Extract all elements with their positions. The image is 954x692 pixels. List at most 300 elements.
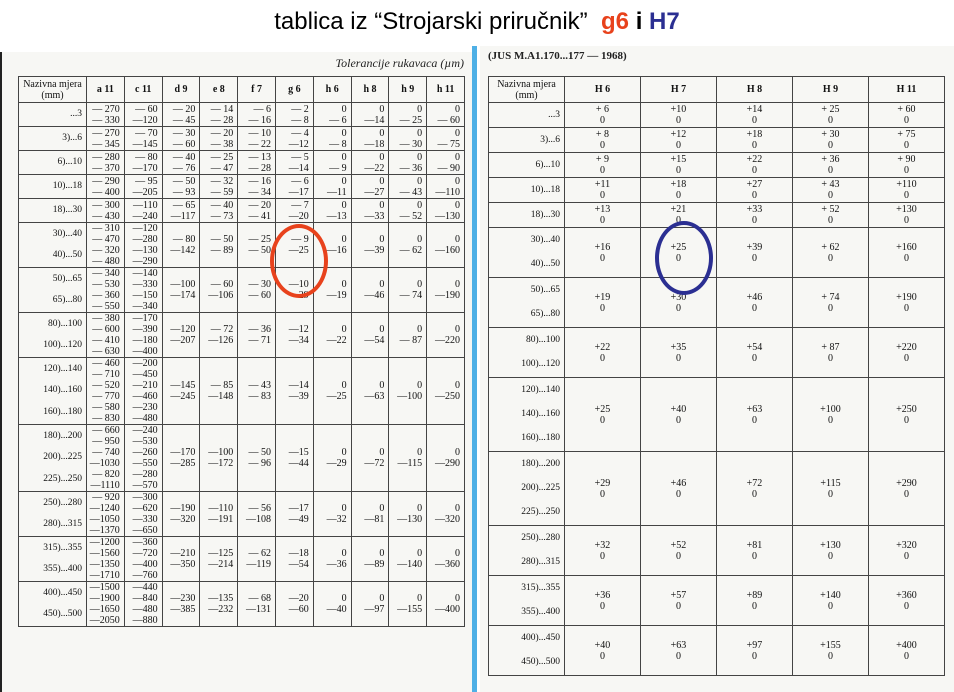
- tolerance-value: — 65: [172, 199, 196, 211]
- tolerance-value: — 32: [210, 175, 234, 187]
- tolerance-cell: [351, 425, 389, 492]
- tolerance-value: 0: [752, 550, 757, 562]
- tolerance-cell: [162, 223, 200, 268]
- tolerance-cell: [87, 313, 125, 358]
- tolerance-value: — 9: [291, 234, 309, 245]
- tolerance-value: —400: [434, 604, 460, 615]
- tolerance-cell: [200, 537, 238, 582]
- nominal-size-label: 140)...160: [43, 385, 82, 396]
- tolerance-cell: [869, 128, 945, 153]
- tolerance-cell: [793, 128, 869, 153]
- tolerance-value: 0: [600, 488, 605, 500]
- tolerance-cell: [389, 582, 427, 627]
- tolerance-cell: [641, 228, 717, 278]
- tolerance-cell: [200, 199, 238, 223]
- nominal-size-label: 160)...180: [43, 407, 82, 418]
- tolerance-value: —1030: [89, 458, 120, 469]
- tolerance-cell: [427, 268, 465, 313]
- tolerance-value: —214: [208, 559, 234, 570]
- tolerance-cell: [641, 153, 717, 178]
- tolerance-value: — 60: [172, 138, 196, 150]
- tolerance-cell: [717, 103, 793, 128]
- tolerance-value: + 62: [821, 241, 840, 253]
- tolerance-cell: [389, 492, 427, 537]
- tolerance-value: — 93: [172, 186, 196, 198]
- nominal-size-label: 400)...450: [43, 587, 82, 598]
- tolerance-value: —54: [364, 335, 385, 346]
- panel-divider: [472, 46, 477, 692]
- nominal-size-cell: [489, 128, 565, 153]
- tolerance-cell: [124, 358, 162, 425]
- tolerance-value: +130: [820, 539, 841, 551]
- tolerance-value: —1350: [89, 559, 120, 570]
- tolerance-cell: [641, 128, 717, 153]
- tolerance-value: —115: [397, 458, 423, 469]
- tolerance-value: + 90: [897, 154, 916, 165]
- nominal-size-label: 120)...140: [521, 385, 560, 395]
- tolerance-value: + 25: [821, 104, 840, 115]
- tolerance-value: —450: [132, 369, 158, 380]
- tolerance-value: — 89: [210, 245, 234, 256]
- tolerance-value: 0: [341, 380, 347, 391]
- nominal-size-label: 200)...225: [43, 452, 82, 463]
- nominal-size-label: 180)...200: [43, 430, 82, 441]
- tolerance-value: —300: [132, 492, 158, 503]
- tolerance-value: —106: [208, 290, 234, 301]
- tolerance-value: — 300: [92, 199, 120, 211]
- tolerance-cell: [641, 178, 717, 203]
- tolerance-cell: [162, 537, 200, 582]
- tolerance-cell: [200, 425, 238, 492]
- tolerance-cell: [793, 328, 869, 378]
- tolerance-cell: [87, 127, 125, 151]
- tolerance-value: — 25: [399, 114, 423, 126]
- tolerance-value: —480: [132, 413, 158, 424]
- tolerance-cell: [565, 378, 641, 452]
- tolerance-value: 0: [379, 151, 385, 163]
- tolerance-value: 0: [454, 324, 460, 335]
- tolerance-value: —245: [170, 391, 196, 402]
- tolerance-value: 0: [379, 548, 385, 559]
- column-header-h7: H 7: [641, 77, 717, 103]
- tolerance-cell: [124, 151, 162, 175]
- tolerance-value: 0: [600, 190, 605, 201]
- tolerance-cell: [162, 151, 200, 175]
- tolerance-cell: [275, 103, 313, 127]
- tolerance-value: 0: [828, 215, 833, 226]
- table-row: [489, 103, 945, 128]
- tolerance-value: — 8: [329, 138, 347, 150]
- tolerance-value: +18: [670, 179, 687, 190]
- tolerance-value: — 16: [248, 175, 271, 187]
- tolerance-value: —191: [208, 514, 234, 525]
- shaft-tolerance-table: [18, 76, 465, 627]
- tolerance-value: 0: [676, 302, 681, 314]
- table-row: [489, 228, 945, 278]
- tolerance-value: —207: [170, 335, 196, 346]
- tolerance-value: +46: [670, 477, 687, 489]
- tolerance-value: +63: [746, 403, 763, 415]
- tolerance-cell: [869, 452, 945, 526]
- tolerance-value: +25: [670, 241, 687, 253]
- tolerance-value: 0: [676, 215, 681, 226]
- tolerance-value: —110: [208, 503, 234, 514]
- tolerance-cell: [162, 492, 200, 537]
- nominal-size-label: 225)...250: [521, 507, 560, 517]
- column-header-h11: h 11: [427, 77, 465, 103]
- tolerance-value: 0: [752, 215, 757, 226]
- header-row: [19, 77, 465, 103]
- tolerance-cell: [87, 199, 125, 223]
- tolerance-value: 0: [454, 103, 460, 115]
- tolerance-cell: [238, 358, 276, 425]
- table-row: [19, 199, 465, 223]
- tolerance-value: —14: [288, 162, 309, 174]
- tolerance-value: —135: [208, 593, 234, 604]
- table-row: [19, 425, 465, 492]
- column-header-h9: h 9: [389, 77, 427, 103]
- tolerance-cell: [351, 268, 389, 313]
- tolerance-value: +13: [594, 204, 611, 215]
- nominal-size-label: ...3: [70, 109, 82, 119]
- tolerance-value: 0: [600, 650, 605, 662]
- tolerance-value: — 770: [92, 391, 120, 402]
- tolerance-value: 0: [454, 199, 460, 211]
- table-row: [489, 278, 945, 328]
- tolerance-value: — 43: [399, 186, 423, 198]
- nominal-size-label: 400)...450: [521, 633, 560, 643]
- tolerance-cell: [351, 582, 389, 627]
- tolerance-value: — 75: [437, 138, 460, 150]
- title-h7: H7: [649, 8, 680, 35]
- tolerance-value: 0: [676, 352, 681, 364]
- tolerance-value: +155: [820, 639, 841, 651]
- tolerance-value: —63: [364, 391, 385, 402]
- title-prefix: tablica iz “Strojarski priručnik”: [274, 8, 588, 35]
- tolerance-cell: [641, 576, 717, 626]
- tolerance-cell: [238, 268, 276, 313]
- tolerance-value: —100: [208, 447, 234, 458]
- tolerance-value: — 56: [248, 503, 271, 514]
- tolerance-value: —1500: [89, 582, 120, 593]
- tolerance-value: —285: [170, 458, 196, 469]
- tolerance-cell: [565, 626, 641, 676]
- tolerance-cell: [200, 358, 238, 425]
- tolerance-value: +400: [896, 639, 917, 651]
- tolerance-value: 0: [600, 140, 605, 151]
- tolerance-value: — 25: [210, 151, 234, 163]
- tolerance-value: —22: [326, 335, 347, 346]
- tolerance-value: — 83: [248, 391, 271, 402]
- tolerance-value: +35: [670, 341, 687, 353]
- tolerance-cell: [389, 358, 427, 425]
- column-header-h9: H 9: [793, 77, 869, 103]
- tolerance-value: —19: [326, 290, 347, 301]
- tolerance-value: —340: [132, 301, 158, 312]
- nominal-size-cell: [489, 576, 565, 626]
- tolerance-value: —530: [132, 436, 158, 447]
- tolerance-value: —650: [132, 525, 158, 536]
- tolerance-cell: [124, 537, 162, 582]
- tolerance-value: —25: [288, 245, 309, 256]
- tolerance-cell: [389, 151, 427, 175]
- tolerance-cell: [565, 203, 641, 228]
- tolerance-value: 0: [417, 127, 423, 139]
- tolerance-value: —205: [132, 186, 158, 198]
- tolerance-value: —89: [364, 559, 385, 570]
- nominal-size-label: 30)...40: [530, 235, 560, 245]
- tolerance-value: —170: [132, 313, 158, 324]
- nominal-size-cell: [19, 268, 87, 313]
- tolerance-value: 0: [417, 175, 423, 187]
- nominal-size-label: 65)...80: [52, 295, 82, 306]
- tolerance-value: —150: [132, 290, 158, 301]
- tolerance-cell: [238, 175, 276, 199]
- tolerance-value: +320: [896, 539, 917, 551]
- tolerance-value: 0: [417, 548, 423, 559]
- tolerance-value: 0: [676, 650, 681, 662]
- tolerance-value: 0: [828, 140, 833, 151]
- tolerance-cell: [717, 228, 793, 278]
- tolerance-cell: [389, 223, 427, 268]
- tolerance-value: — 410: [92, 335, 120, 346]
- tolerance-value: —12: [288, 324, 309, 335]
- tolerance-cell: [313, 151, 351, 175]
- nominal-size-label: 80)...100: [525, 335, 560, 345]
- tolerance-value: —620: [132, 503, 158, 514]
- tolerance-value: — 920: [92, 492, 120, 503]
- tolerance-cell: [793, 576, 869, 626]
- tolerance-cell: [275, 537, 313, 582]
- tolerance-value: — 36: [248, 324, 271, 335]
- tolerance-cell: [238, 151, 276, 175]
- tolerance-value: +21: [670, 204, 687, 215]
- tolerance-value: 0: [454, 234, 460, 245]
- tolerance-value: — 60: [248, 290, 271, 301]
- tolerance-value: —14: [364, 114, 385, 126]
- column-header-e8: e 8: [200, 77, 238, 103]
- tolerance-value: —174: [170, 290, 196, 301]
- nominal-size-label: 3)...6: [62, 133, 82, 143]
- tolerance-value: 0: [600, 600, 605, 612]
- tolerance-value: —290: [132, 256, 158, 267]
- tolerance-cell: [275, 127, 313, 151]
- table-row: [19, 268, 465, 313]
- tolerance-value: + 30: [821, 129, 840, 140]
- tolerance-value: 0: [904, 165, 909, 176]
- tolerance-value: 0: [454, 548, 460, 559]
- hole-tolerance-panel: [480, 46, 954, 692]
- tolerance-value: — 20: [248, 199, 271, 211]
- tolerance-cell: [869, 576, 945, 626]
- tolerance-value: — 50: [248, 245, 271, 256]
- tolerance-value: — 2: [291, 103, 309, 115]
- tolerance-cell: [275, 492, 313, 537]
- tolerance-value: 0: [417, 380, 423, 391]
- hole-table-caption: (JUS M.A1.170...177 — 1968): [488, 50, 627, 62]
- tolerance-value: —18: [364, 138, 385, 150]
- tolerance-cell: [869, 378, 945, 452]
- table-row: [19, 103, 465, 127]
- tolerance-cell: [162, 358, 200, 425]
- tolerance-value: 0: [676, 550, 681, 562]
- tolerance-value: +360: [896, 589, 917, 601]
- tolerance-cell: [275, 151, 313, 175]
- tolerance-value: 0: [752, 115, 757, 126]
- tolerance-value: +81: [746, 539, 763, 551]
- tolerance-cell: [565, 103, 641, 128]
- tolerance-value: 0: [828, 600, 833, 612]
- tolerance-cell: [87, 175, 125, 199]
- tolerance-value: —33: [364, 210, 385, 222]
- table-row: [19, 358, 465, 425]
- nominal-size-label: 80)...100: [47, 318, 82, 329]
- tolerance-cell: [238, 103, 276, 127]
- tolerance-value: — 59: [210, 186, 234, 198]
- tolerance-value: + 74: [821, 291, 840, 303]
- tolerance-value: — 30: [172, 127, 196, 139]
- tolerance-cell: [275, 425, 313, 492]
- tolerance-cell: [717, 576, 793, 626]
- tolerance-cell: [869, 278, 945, 328]
- nominal-size-cell: [489, 328, 565, 378]
- nominal-size-cell: [19, 199, 87, 223]
- tolerance-value: —40: [326, 604, 347, 615]
- tolerance-value: +29: [594, 477, 611, 489]
- tolerance-cell: [200, 268, 238, 313]
- tolerance-value: —110: [132, 199, 158, 211]
- nominal-size-label: 100)...120: [521, 359, 560, 369]
- tolerance-value: — 16: [248, 114, 271, 126]
- tolerance-value: — 50: [210, 234, 234, 245]
- tolerance-value: — 550: [92, 301, 120, 312]
- tolerance-cell: [717, 153, 793, 178]
- tolerance-value: —440: [132, 582, 158, 593]
- tolerance-value: — 30: [248, 279, 271, 290]
- tolerance-value: —20: [288, 593, 309, 604]
- tolerance-cell: [351, 313, 389, 358]
- tolerance-value: 0: [752, 650, 757, 662]
- tolerance-cell: [313, 425, 351, 492]
- tolerance-value: —880: [132, 615, 158, 626]
- tolerance-cell: [565, 128, 641, 153]
- tolerance-value: +27: [746, 179, 763, 190]
- tolerance-value: +14: [746, 104, 763, 115]
- tolerance-value: 0: [904, 352, 909, 364]
- tolerance-cell: [351, 537, 389, 582]
- tolerance-value: +160: [896, 241, 917, 253]
- tolerance-cell: [793, 153, 869, 178]
- tolerance-value: —320: [434, 514, 460, 525]
- tolerance-cell: [124, 268, 162, 313]
- title-connector: i: [635, 8, 643, 35]
- tolerance-value: — 60: [210, 279, 234, 290]
- tolerance-value: — 68: [248, 593, 271, 604]
- column-header-g6: g 6: [275, 77, 313, 103]
- tolerance-value: 0: [752, 302, 757, 314]
- tolerance-value: +11: [594, 179, 611, 190]
- tolerance-cell: [869, 526, 945, 576]
- tolerance-cell: [793, 452, 869, 526]
- nominal-size-label: 100)...120: [43, 340, 82, 351]
- tolerance-cell: [162, 127, 200, 151]
- tolerance-value: —1370: [89, 525, 120, 536]
- tolerance-value: —400: [132, 559, 158, 570]
- tolerance-value: 0: [828, 190, 833, 201]
- tolerance-value: +46: [746, 291, 763, 303]
- tolerance-value: — 10: [248, 127, 271, 139]
- tolerance-value: — 76: [172, 162, 196, 174]
- title-g6: g6: [601, 8, 630, 35]
- tolerance-value: 0: [417, 103, 423, 115]
- nominal-size-cell: [19, 425, 87, 492]
- nominal-size-label: 3)...6: [540, 134, 560, 145]
- tolerance-value: —97: [364, 604, 385, 615]
- table-row: [489, 626, 945, 676]
- tolerance-value: —27: [364, 186, 385, 198]
- tolerance-value: —39: [364, 245, 385, 256]
- tolerance-cell: [565, 526, 641, 576]
- tolerance-cell: [427, 537, 465, 582]
- column-header-h8: h 8: [351, 77, 389, 103]
- tolerance-value: +130: [896, 204, 917, 215]
- table-row: [489, 452, 945, 526]
- tolerance-value: — 25: [248, 234, 271, 245]
- tolerance-value: — 96: [248, 458, 271, 469]
- tolerance-value: —190: [434, 290, 460, 301]
- tolerance-value: — 87: [399, 335, 423, 346]
- nominal-size-label: 120)...140: [43, 363, 82, 374]
- tolerance-value: 0: [600, 352, 605, 364]
- tolerance-cell: [389, 425, 427, 492]
- tolerance-value: + 9: [595, 154, 610, 165]
- tolerance-value: —46: [364, 290, 385, 301]
- header-row: [489, 77, 945, 103]
- tolerance-value: — 85: [210, 380, 234, 391]
- tolerance-cell: [275, 358, 313, 425]
- nominal-size-cell: [19, 492, 87, 537]
- tolerance-value: — 52: [399, 210, 423, 222]
- tolerance-cell: [200, 103, 238, 127]
- tolerance-value: —44: [288, 458, 309, 469]
- tolerance-value: — 13: [248, 151, 271, 163]
- tolerance-value: —10: [288, 279, 309, 290]
- tolerance-value: —120: [132, 114, 158, 126]
- tolerance-value: 0: [341, 103, 347, 115]
- tolerance-value: — 73: [210, 210, 234, 222]
- table-row: [19, 313, 465, 358]
- tolerance-cell: [793, 103, 869, 128]
- tolerance-value: 0: [341, 151, 347, 163]
- tolerance-cell: [87, 492, 125, 537]
- tolerance-value: 0: [417, 151, 423, 163]
- tolerance-value: 0: [752, 600, 757, 612]
- tolerance-value: — 28: [248, 162, 271, 174]
- tolerance-value: —1200: [89, 537, 120, 548]
- tolerance-value: —720: [132, 548, 158, 559]
- tolerance-value: — 460: [92, 358, 120, 369]
- tolerance-cell: [87, 358, 125, 425]
- tolerance-value: 0: [752, 488, 757, 500]
- tolerance-value: —210: [170, 548, 196, 559]
- tolerance-value: — 6: [253, 103, 271, 115]
- tolerance-value: 0: [828, 352, 833, 364]
- tolerance-value: —12: [288, 138, 309, 150]
- tolerance-value: 0: [454, 151, 460, 163]
- tolerance-value: —1240: [89, 503, 120, 514]
- nominal-size-label: 355)...400: [521, 607, 560, 617]
- tolerance-value: 0: [379, 199, 385, 211]
